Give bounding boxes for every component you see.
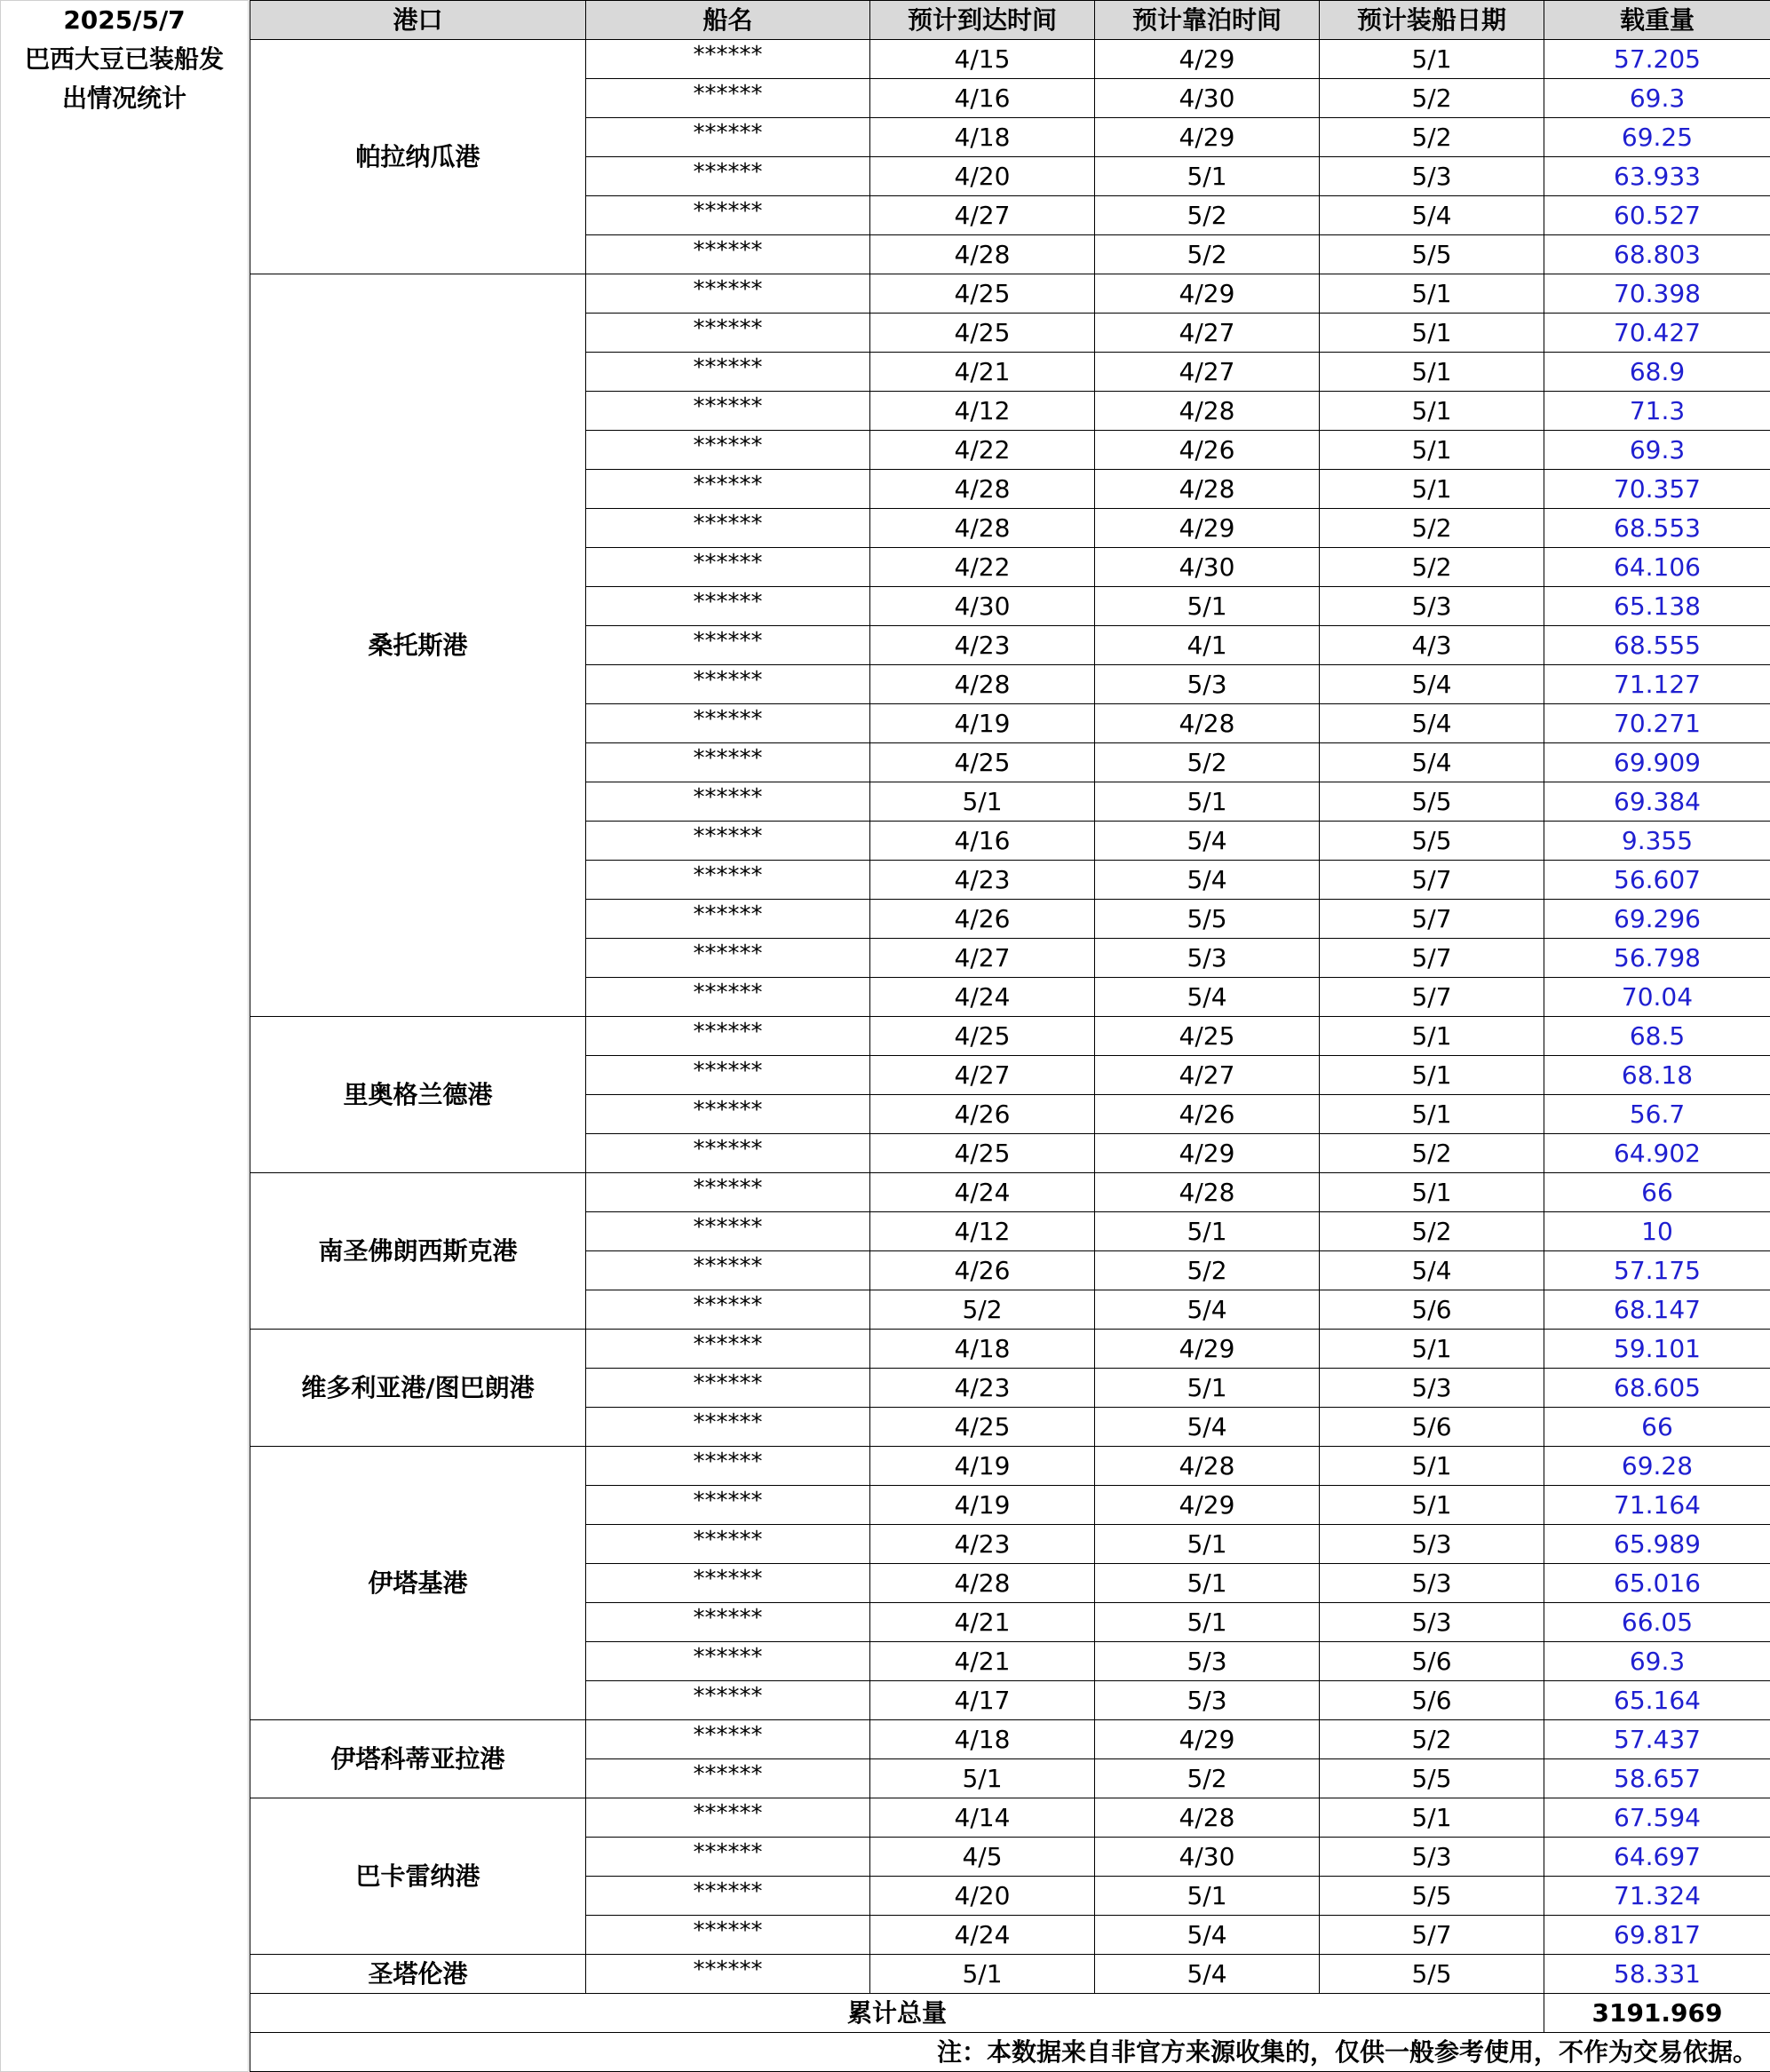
total-row: [250, 1994, 1770, 2033]
tonnage-cell: 71.127: [1544, 665, 1770, 704]
port-name-cell: 伊塔科蒂亚拉港: [250, 1720, 586, 1798]
tonnage-cell: 58.331: [1544, 1955, 1770, 1994]
table-row: [250, 1720, 1770, 1759]
table-row: [250, 40, 1770, 79]
table-row: [250, 1330, 1770, 1369]
header-arrival: 预计到达时间: [870, 1, 1095, 40]
arrival-cell: 5/1: [870, 1759, 1095, 1798]
loading-date-cell: 5/2: [1320, 79, 1544, 118]
tonnage-cell: 65.138: [1544, 587, 1770, 626]
arrival-cell: 4/23: [870, 626, 1095, 665]
loading-date-cell: 5/1: [1320, 1798, 1544, 1838]
berthing-cell: 5/2: [1095, 743, 1320, 782]
berthing-cell: 4/30: [1095, 79, 1320, 118]
port-name-cell: 里奥格兰德港: [250, 1017, 586, 1173]
arrival-cell: 4/28: [870, 509, 1095, 548]
tonnage-cell: 56.7: [1544, 1095, 1770, 1134]
tonnage-cell: 67.594: [1544, 1798, 1770, 1838]
ship-name-cell: ******: [586, 157, 870, 196]
tonnage-cell: 59.101: [1544, 1330, 1770, 1369]
tonnage-cell: 65.989: [1544, 1525, 1770, 1564]
berthing-cell: 4/28: [1095, 1798, 1320, 1838]
berthing-cell: 4/27: [1095, 314, 1320, 353]
loading-date-cell: 5/5: [1320, 1877, 1544, 1916]
loading-date-cell: 5/5: [1320, 235, 1544, 274]
tonnage-cell: 69.817: [1544, 1916, 1770, 1955]
berthing-cell: 4/30: [1095, 548, 1320, 587]
port-name-cell: 圣塔伦港: [250, 1955, 586, 1994]
ship-name-cell: ******: [586, 626, 870, 665]
tonnage-cell: 70.04: [1544, 978, 1770, 1017]
arrival-cell: 4/24: [870, 978, 1095, 1017]
note-row: [250, 2033, 1770, 2072]
tonnage-cell: 71.324: [1544, 1877, 1770, 1916]
arrival-cell: 5/2: [870, 1290, 1095, 1330]
ship-name-cell: ******: [586, 314, 870, 353]
loading-date-cell: 5/7: [1320, 939, 1544, 978]
loading-date-cell: 5/6: [1320, 1642, 1544, 1681]
tonnage-cell: 56.798: [1544, 939, 1770, 978]
loading-date-cell: 5/3: [1320, 1564, 1544, 1603]
ship-name-cell: ******: [586, 509, 870, 548]
berthing-cell: 5/1: [1095, 1603, 1320, 1642]
ship-name-cell: ******: [586, 392, 870, 431]
tonnage-cell: 69.3: [1544, 431, 1770, 470]
tonnage-cell: 60.527: [1544, 196, 1770, 235]
berthing-cell: 4/27: [1095, 353, 1320, 392]
loading-date-cell: 5/5: [1320, 782, 1544, 822]
ship-name-cell: ******: [586, 1525, 870, 1564]
tonnage-cell: 57.175: [1544, 1251, 1770, 1290]
arrival-cell: 4/21: [870, 1603, 1095, 1642]
header-berthing: 预计靠泊时间: [1095, 1, 1320, 40]
berthing-cell: 4/28: [1095, 1173, 1320, 1212]
arrival-cell: 4/25: [870, 1134, 1095, 1173]
ship-name-cell: ******: [586, 704, 870, 743]
loading-date-cell: 5/1: [1320, 1056, 1544, 1095]
tonnage-cell: 68.803: [1544, 235, 1770, 274]
arrival-cell: 4/18: [870, 1330, 1095, 1369]
ship-name-cell: ******: [586, 1056, 870, 1095]
arrival-cell: 4/23: [870, 1369, 1095, 1408]
table-row: [250, 274, 1770, 314]
tonnage-cell: 70.427: [1544, 314, 1770, 353]
loading-date-cell: 5/1: [1320, 274, 1544, 314]
berthing-cell: 4/29: [1095, 1720, 1320, 1759]
loading-date-cell: 5/4: [1320, 665, 1544, 704]
loading-date-cell: 5/1: [1320, 470, 1544, 509]
arrival-cell: 4/21: [870, 353, 1095, 392]
ship-name-cell: ******: [586, 1877, 870, 1916]
ship-name-cell: ******: [586, 353, 870, 392]
ship-name-cell: ******: [586, 900, 870, 939]
arrival-cell: 5/1: [870, 782, 1095, 822]
ship-name-cell: ******: [586, 79, 870, 118]
loading-date-cell: 4/3: [1320, 626, 1544, 665]
tonnage-cell: 66.05: [1544, 1603, 1770, 1642]
arrival-cell: 4/19: [870, 1447, 1095, 1486]
tonnage-cell: 68.605: [1544, 1369, 1770, 1408]
header-ship-name: 船名: [586, 1, 870, 40]
berthing-cell: 5/4: [1095, 1955, 1320, 1994]
loading-date-cell: 5/5: [1320, 1955, 1544, 1994]
tonnage-cell: 69.384: [1544, 782, 1770, 822]
ship-name-cell: ******: [586, 1720, 870, 1759]
arrival-cell: 4/17: [870, 1681, 1095, 1720]
arrival-cell: 4/18: [870, 118, 1095, 157]
ship-name-cell: ******: [586, 1955, 870, 1994]
ship-name-cell: ******: [586, 665, 870, 704]
tonnage-cell: 57.437: [1544, 1720, 1770, 1759]
berthing-cell: 4/29: [1095, 509, 1320, 548]
ship-name-cell: ******: [586, 861, 870, 900]
arrival-cell: 4/16: [870, 79, 1095, 118]
tonnage-cell: 69.28: [1544, 1447, 1770, 1486]
loading-date-cell: 5/1: [1320, 1447, 1544, 1486]
report-title-line2: 出情况统计: [61, 83, 187, 113]
disclaimer-note: 注：本数据来自非官方来源收集的，仅供一般参考使用，不作为交易依据。: [250, 2033, 1770, 2072]
tonnage-cell: 68.555: [1544, 626, 1770, 665]
loading-date-cell: 5/6: [1320, 1408, 1544, 1447]
berthing-cell: 5/2: [1095, 1759, 1320, 1798]
loading-date-cell: 5/2: [1320, 1720, 1544, 1759]
arrival-cell: 4/23: [870, 1525, 1095, 1564]
loading-date-cell: 5/7: [1320, 978, 1544, 1017]
tonnage-cell: 68.18: [1544, 1056, 1770, 1095]
loading-date-cell: 5/6: [1320, 1681, 1544, 1720]
tonnage-cell: 57.205: [1544, 40, 1770, 79]
berthing-cell: 5/1: [1095, 1212, 1320, 1251]
header-port: 港口: [250, 1, 586, 40]
loading-date-cell: 5/1: [1320, 1017, 1544, 1056]
berthing-cell: 5/3: [1095, 939, 1320, 978]
ship-name-cell: ******: [586, 431, 870, 470]
tonnage-cell: 64.902: [1544, 1134, 1770, 1173]
loading-date-cell: 5/7: [1320, 900, 1544, 939]
ship-name-cell: ******: [586, 1603, 870, 1642]
tonnage-cell: 64.106: [1544, 548, 1770, 587]
arrival-cell: 4/22: [870, 548, 1095, 587]
berthing-cell: 5/5: [1095, 900, 1320, 939]
loading-date-cell: 5/3: [1320, 1369, 1544, 1408]
tonnage-cell: 70.357: [1544, 470, 1770, 509]
tonnage-cell: 69.25: [1544, 118, 1770, 157]
arrival-cell: 4/18: [870, 1720, 1095, 1759]
table-row: [250, 1447, 1770, 1486]
arrival-cell: 4/27: [870, 939, 1095, 978]
arrival-cell: 4/12: [870, 392, 1095, 431]
arrival-cell: 4/27: [870, 196, 1095, 235]
arrival-cell: 4/15: [870, 40, 1095, 79]
berthing-cell: 4/30: [1095, 1838, 1320, 1877]
tonnage-cell: 64.697: [1544, 1838, 1770, 1877]
berthing-cell: 4/29: [1095, 274, 1320, 314]
tonnage-cell: 68.5: [1544, 1017, 1770, 1056]
loading-date-cell: 5/5: [1320, 1759, 1544, 1798]
arrival-cell: 4/26: [870, 1251, 1095, 1290]
berthing-cell: 5/1: [1095, 1525, 1320, 1564]
loading-date-cell: 5/1: [1320, 1330, 1544, 1369]
port-name-cell: 桑托斯港: [250, 274, 586, 1017]
table-row: [250, 1173, 1770, 1212]
ship-name-cell: ******: [586, 587, 870, 626]
tonnage-cell: 71.164: [1544, 1486, 1770, 1525]
berthing-cell: 5/2: [1095, 235, 1320, 274]
loading-date-cell: 5/2: [1320, 118, 1544, 157]
ship-name-cell: ******: [586, 1369, 870, 1408]
arrival-cell: 4/20: [870, 1877, 1095, 1916]
loading-date-cell: 5/3: [1320, 157, 1544, 196]
ship-name-cell: ******: [586, 1251, 870, 1290]
tonnage-cell: 66: [1544, 1173, 1770, 1212]
table-row: [250, 1017, 1770, 1056]
tonnage-cell: 69.296: [1544, 900, 1770, 939]
loading-date-cell: 5/1: [1320, 1095, 1544, 1134]
loading-date-cell: 5/1: [1320, 40, 1544, 79]
berthing-cell: 5/4: [1095, 978, 1320, 1017]
berthing-cell: 5/4: [1095, 1916, 1320, 1955]
tonnage-cell: 68.147: [1544, 1290, 1770, 1330]
berthing-cell: 5/4: [1095, 1408, 1320, 1447]
loading-date-cell: 5/7: [1320, 861, 1544, 900]
ship-name-cell: ******: [586, 1408, 870, 1447]
ship-name-cell: ******: [586, 1798, 870, 1838]
berthing-cell: 5/1: [1095, 1369, 1320, 1408]
arrival-cell: 5/1: [870, 1955, 1095, 1994]
ship-name-cell: ******: [586, 1173, 870, 1212]
loading-date-cell: 5/2: [1320, 509, 1544, 548]
arrival-cell: 4/19: [870, 1486, 1095, 1525]
berthing-cell: 4/29: [1095, 1134, 1320, 1173]
ship-name-cell: ******: [586, 1017, 870, 1056]
arrival-cell: 4/22: [870, 431, 1095, 470]
loading-date-cell: 5/3: [1320, 1838, 1544, 1877]
loading-date-cell: 5/5: [1320, 822, 1544, 861]
tonnage-cell: 10: [1544, 1212, 1770, 1251]
loading-date-cell: 5/2: [1320, 1212, 1544, 1251]
tonnage-cell: 69.3: [1544, 79, 1770, 118]
loading-date-cell: 5/7: [1320, 1916, 1544, 1955]
berthing-cell: 4/28: [1095, 392, 1320, 431]
title-panel: [0, 0, 249, 2072]
loading-date-cell: 5/1: [1320, 431, 1544, 470]
arrival-cell: 4/12: [870, 1212, 1095, 1251]
arrival-cell: 4/28: [870, 470, 1095, 509]
arrival-cell: 4/5: [870, 1838, 1095, 1877]
total-value: 3191.969: [1544, 1994, 1770, 2033]
ship-name-cell: ******: [586, 118, 870, 157]
loading-date-cell: 5/1: [1320, 1486, 1544, 1525]
ship-name-cell: ******: [586, 1134, 870, 1173]
tonnage-cell: 63.933: [1544, 157, 1770, 196]
berthing-cell: 4/26: [1095, 1095, 1320, 1134]
header-loading-date: 预计装船日期: [1320, 1, 1544, 40]
ship-name-cell: ******: [586, 782, 870, 822]
tonnage-cell: 68.553: [1544, 509, 1770, 548]
arrival-cell: 4/24: [870, 1173, 1095, 1212]
arrival-cell: 4/26: [870, 1095, 1095, 1134]
report-title-line1: 巴西大豆已装船发: [24, 44, 224, 74]
berthing-cell: 4/29: [1095, 118, 1320, 157]
berthing-cell: 5/1: [1095, 1564, 1320, 1603]
berthing-cell: 4/29: [1095, 1486, 1320, 1525]
arrival-cell: 4/26: [870, 900, 1095, 939]
ship-name-cell: ******: [586, 196, 870, 235]
tonnage-cell: 9.355: [1544, 822, 1770, 861]
berthing-cell: 5/4: [1095, 1290, 1320, 1330]
berthing-cell: 4/27: [1095, 1056, 1320, 1095]
berthing-cell: 4/28: [1095, 1447, 1320, 1486]
arrival-cell: 4/28: [870, 1564, 1095, 1603]
arrival-cell: 4/23: [870, 861, 1095, 900]
header-tonnage: 载重量: [1544, 1, 1770, 40]
berthing-cell: 5/2: [1095, 196, 1320, 235]
ship-name-cell: ******: [586, 1486, 870, 1525]
ship-name-cell: ******: [586, 470, 870, 509]
ship-name-cell: ******: [586, 548, 870, 587]
arrival-cell: 4/27: [870, 1056, 1095, 1095]
ship-name-cell: ******: [586, 1838, 870, 1877]
arrival-cell: 4/25: [870, 1017, 1095, 1056]
ship-name-cell: ******: [586, 1330, 870, 1369]
loading-date-cell: 5/1: [1320, 314, 1544, 353]
loading-date-cell: 5/4: [1320, 743, 1544, 782]
loading-date-cell: 5/1: [1320, 392, 1544, 431]
port-name-cell: 巴卡雷纳港: [250, 1798, 586, 1955]
berthing-cell: 5/4: [1095, 861, 1320, 900]
arrival-cell: 4/24: [870, 1916, 1095, 1955]
ship-name-cell: ******: [586, 235, 870, 274]
ship-name-cell: ******: [586, 1447, 870, 1486]
arrival-cell: 4/20: [870, 157, 1095, 196]
port-name-cell: 帕拉纳瓜港: [250, 40, 586, 274]
arrival-cell: 4/16: [870, 822, 1095, 861]
loading-date-cell: 5/2: [1320, 548, 1544, 587]
loading-date-cell: 5/3: [1320, 1603, 1544, 1642]
ship-name-cell: ******: [586, 1642, 870, 1681]
berthing-cell: 5/3: [1095, 665, 1320, 704]
tonnage-cell: 70.398: [1544, 274, 1770, 314]
berthing-cell: 5/1: [1095, 157, 1320, 196]
berthing-cell: 4/29: [1095, 1330, 1320, 1369]
ship-name-cell: ******: [586, 939, 870, 978]
tonnage-cell: 65.016: [1544, 1564, 1770, 1603]
tonnage-cell: 70.271: [1544, 704, 1770, 743]
tonnage-cell: 68.9: [1544, 353, 1770, 392]
tonnage-cell: 66: [1544, 1408, 1770, 1447]
berthing-cell: 4/28: [1095, 470, 1320, 509]
ship-name-cell: ******: [586, 743, 870, 782]
berthing-cell: 5/3: [1095, 1681, 1320, 1720]
total-label: 累计总量: [250, 1994, 1544, 2033]
berthing-cell: 5/3: [1095, 1642, 1320, 1681]
tonnage-cell: 56.607: [1544, 861, 1770, 900]
loading-date-cell: 5/1: [1320, 353, 1544, 392]
loading-date-cell: 5/4: [1320, 704, 1544, 743]
arrival-cell: 4/28: [870, 235, 1095, 274]
port-name-cell: 维多利亚港/图巴朗港: [250, 1330, 586, 1447]
tonnage-cell: 58.657: [1544, 1759, 1770, 1798]
ship-name-cell: ******: [586, 978, 870, 1017]
berthing-cell: 5/4: [1095, 822, 1320, 861]
loading-date-cell: 5/1: [1320, 1173, 1544, 1212]
arrival-cell: 4/14: [870, 1798, 1095, 1838]
arrival-cell: 4/21: [870, 1642, 1095, 1681]
arrival-cell: 4/30: [870, 587, 1095, 626]
arrival-cell: 4/19: [870, 704, 1095, 743]
berthing-cell: 5/1: [1095, 587, 1320, 626]
loading-date-cell: 5/4: [1320, 196, 1544, 235]
arrival-cell: 4/25: [870, 274, 1095, 314]
ship-name-cell: ******: [586, 1564, 870, 1603]
report-date: 2025/5/7: [63, 5, 186, 35]
berthing-cell: 5/2: [1095, 1251, 1320, 1290]
tonnage-cell: 65.164: [1544, 1681, 1770, 1720]
berthing-cell: 4/26: [1095, 431, 1320, 470]
table-row: [250, 1798, 1770, 1838]
arrival-cell: 4/25: [870, 743, 1095, 782]
loading-date-cell: 5/3: [1320, 587, 1544, 626]
loading-date-cell: 5/6: [1320, 1290, 1544, 1330]
berthing-cell: 4/28: [1095, 704, 1320, 743]
tonnage-cell: 71.3: [1544, 392, 1770, 431]
shipment-table: [250, 0, 1770, 2072]
port-name-cell: 伊塔基港: [250, 1447, 586, 1720]
arrival-cell: 4/25: [870, 1408, 1095, 1447]
berthing-cell: 5/1: [1095, 1877, 1320, 1916]
arrival-cell: 4/28: [870, 665, 1095, 704]
ship-name-cell: ******: [586, 1916, 870, 1955]
ship-name-cell: ******: [586, 1290, 870, 1330]
loading-date-cell: 5/4: [1320, 1251, 1544, 1290]
ship-name-cell: ******: [586, 40, 870, 79]
tonnage-cell: 69.909: [1544, 743, 1770, 782]
berthing-cell: 5/1: [1095, 782, 1320, 822]
ship-name-cell: ******: [586, 1759, 870, 1798]
loading-date-cell: 5/2: [1320, 1134, 1544, 1173]
berthing-cell: 4/25: [1095, 1017, 1320, 1056]
header-row: [250, 1, 1770, 40]
ship-name-cell: ******: [586, 274, 870, 314]
berthing-cell: 4/1: [1095, 626, 1320, 665]
port-name-cell: 南圣佛朗西斯克港: [250, 1173, 586, 1330]
berthing-cell: 4/29: [1095, 40, 1320, 79]
ship-name-cell: ******: [586, 822, 870, 861]
ship-name-cell: ******: [586, 1681, 870, 1720]
tonnage-cell: 69.3: [1544, 1642, 1770, 1681]
loading-date-cell: 5/3: [1320, 1525, 1544, 1564]
arrival-cell: 4/25: [870, 314, 1095, 353]
ship-name-cell: ******: [586, 1095, 870, 1134]
table-row: [250, 1955, 1770, 1994]
ship-name-cell: ******: [586, 1212, 870, 1251]
